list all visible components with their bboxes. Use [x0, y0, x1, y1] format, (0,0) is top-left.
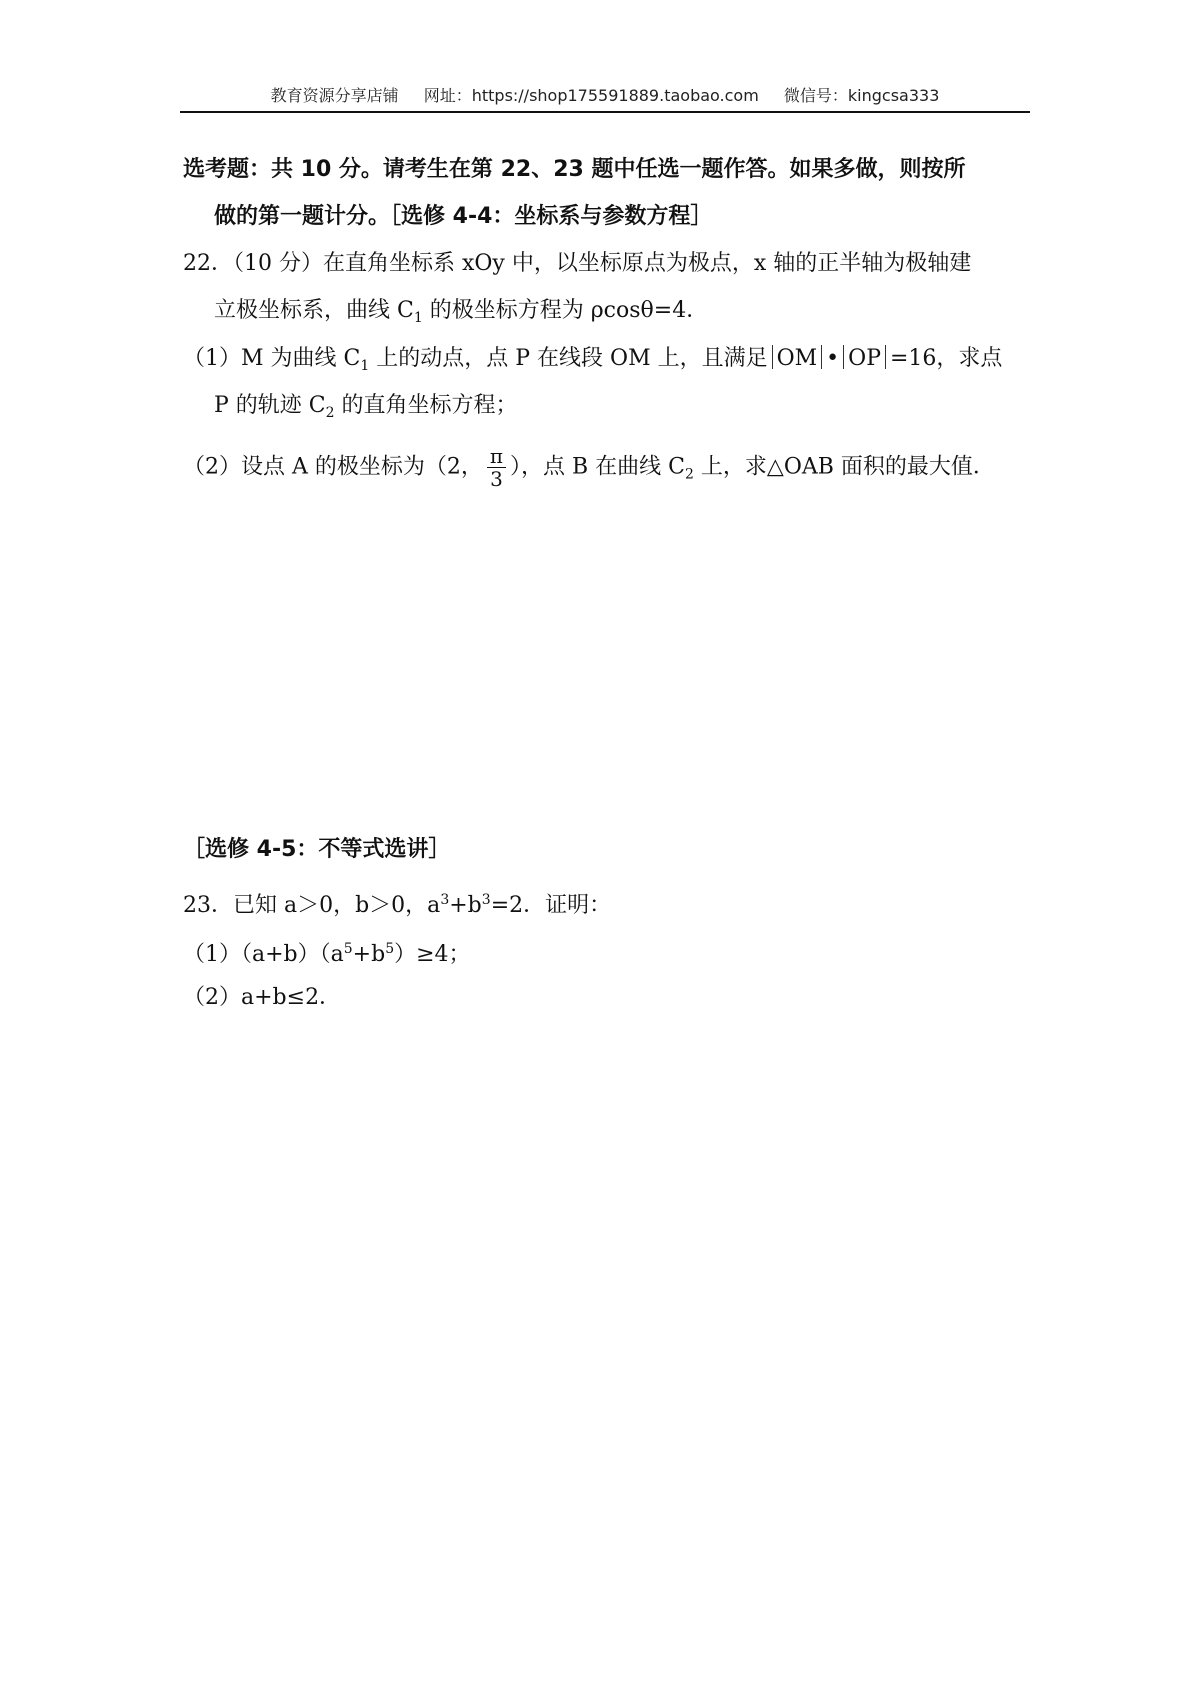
q22-p2-c: 上，求△OAB 面积的最大值． — [693, 454, 995, 480]
q22-p1-c: =16，求点 — [890, 346, 1003, 371]
q23-p1-c: ）≥4； — [394, 942, 471, 967]
header-shop: 教育资源分享店铺 — [270, 86, 399, 105]
q23-part2: （2）a+b≤2． — [183, 985, 342, 1010]
q23-l1-a: 23．已知 a＞0，b＞0，a — [183, 893, 441, 918]
q22-line1: 22．（10 分）在直角坐标系 xOy 中，以坐标原点为极点，x 轴的正半轴为极轴建 — [183, 251, 972, 276]
q23-l1-c: =2．证明： — [490, 893, 612, 918]
section2-title: ［选修 4-5：不等式选讲］ — [183, 837, 451, 862]
q22-line2-a: 立极坐标系，曲线 C — [214, 298, 414, 323]
page-header — [180, 84, 1030, 108]
q22-p2-sub: 2 — [685, 466, 694, 483]
q22-p1-b: 上的动点，点 P 在线段 OM 上，且满足 — [369, 346, 768, 371]
q22-p1-l2-sub: 2 — [325, 405, 335, 421]
section1-intro-line1: 选考题：共 10 分。请考生在第 22、23 题中任选一题作答。如果多做，则按所 — [183, 157, 966, 182]
abs-bar — [885, 345, 886, 369]
q23-p1-sup2: 5 — [385, 941, 395, 957]
abs-bar — [843, 345, 844, 369]
q22-part1-line2 — [214, 391, 518, 428]
q22-p1-om: OM — [776, 346, 818, 371]
q22-p1-op: OP — [848, 346, 881, 371]
q23-part1 — [183, 934, 471, 970]
abs-bar — [821, 345, 822, 369]
q23-p1-sup1: 5 — [343, 941, 353, 957]
header-url: 网址：https://shop175591889.taobao.com — [423, 86, 759, 105]
q22-part1-line1 — [183, 344, 1002, 381]
section1-intro-line2: 做的第一题计分。［选修 4-4：坐标系与参数方程］ — [214, 204, 713, 229]
q22-p1-dot: • — [826, 346, 840, 371]
q22-p1-a: （1）M 为曲线 C — [183, 346, 361, 371]
fraction-numerator: π — [487, 445, 506, 468]
q23-l1-sup2: 3 — [481, 892, 491, 908]
q22-p1-l2-b: 的直角坐标方程； — [334, 393, 518, 418]
q23-line1 — [183, 885, 611, 921]
header-rule — [180, 111, 1030, 113]
q22-p1-l2-a: P 的轨迹 C — [214, 393, 326, 418]
q23-l1-b: +b — [449, 893, 482, 918]
q22-line2-b: 的极坐标方程为 ρcosθ=4． — [422, 298, 709, 323]
pi-over-3-fraction — [487, 445, 506, 490]
fraction-denominator: 3 — [490, 467, 503, 491]
q23-p1-b: +b — [352, 942, 386, 967]
q22-part2 — [183, 445, 995, 490]
q22-p1-sub: 1 — [360, 358, 370, 374]
q23-p1-a: （1）（a+b）（a — [183, 942, 344, 967]
q22-line2 — [214, 296, 708, 333]
q22-p2-a: （2）设点 A 的极坐标为（2， — [183, 454, 483, 480]
header-wechat: 微信号：kingcsa333 — [783, 86, 940, 105]
abs-bar — [772, 345, 773, 369]
q22-p2-b: ），点 B 在曲线 C — [510, 454, 686, 480]
q23-l1-sup1: 3 — [440, 892, 450, 908]
q22-line2-sub: 1 — [413, 310, 423, 326]
